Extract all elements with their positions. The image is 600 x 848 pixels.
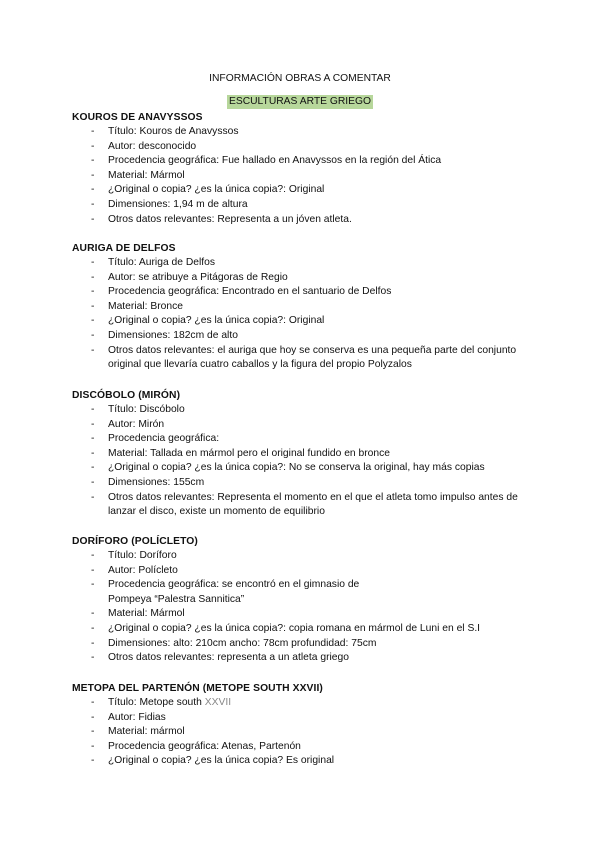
- bullet-dash: -: [91, 462, 95, 474]
- bullet-dash: -: [91, 344, 95, 356]
- detail-text: Dimensiones: 1,94 m de altura: [108, 198, 248, 210]
- detail-item: [72, 432, 542, 447]
- work-heading: METOPA DEL PARTENÓN (METOPE SOUTH XXVII): [72, 683, 323, 694]
- detail-item: [72, 140, 542, 155]
- bullet-dash: -: [91, 711, 95, 723]
- work-heading: AURIGA DE DELFOS: [72, 243, 176, 254]
- bullet-dash: -: [91, 198, 95, 210]
- bullet-dash: -: [91, 433, 95, 445]
- bullet-dash: -: [91, 579, 95, 591]
- detail-text: ¿Original o copia? ¿es la única copia? Es original: [108, 755, 335, 767]
- detail-item: [72, 740, 542, 755]
- bullet-dash: -: [91, 564, 95, 576]
- detail-text: Título: Kouros de Anavyssos: [108, 126, 239, 137]
- detail-item: [72, 314, 542, 329]
- detail-item: [72, 344, 542, 373]
- bullet-dash: -: [91, 550, 95, 561]
- bullet-dash: -: [91, 726, 95, 738]
- bullet-dash: -: [91, 637, 95, 649]
- detail-item: [72, 125, 542, 140]
- work-doriforo: [72, 535, 542, 666]
- detail-item: [72, 329, 542, 344]
- detail-item: [72, 300, 542, 315]
- bullet-dash: -: [91, 491, 95, 503]
- detail-item: [72, 637, 542, 652]
- bullet-dash: -: [91, 755, 95, 767]
- detail-text: Procedencia geográfica:: [108, 433, 220, 445]
- work-details: [72, 403, 542, 520]
- detail-item: [72, 418, 542, 433]
- work-details: [72, 256, 542, 373]
- work-heading: DISCÓBOLO (MIRÓN): [72, 390, 181, 401]
- bullet-dash: -: [91, 286, 95, 298]
- bullet-dash: -: [91, 300, 95, 312]
- document-title: INFORMACIÓN OBRAS A COMENTAR: [209, 73, 391, 84]
- detail-text: Procedencia geográfica: Atenas, Partenón: [108, 740, 301, 752]
- work-discobolo: [72, 389, 542, 520]
- detail-item: [72, 461, 542, 476]
- detail-item: [72, 725, 542, 740]
- detail-text: Material: Bronce: [108, 300, 183, 312]
- bullet-dash: -: [91, 271, 95, 283]
- detail-text: Procedencia geográfica: se encontró en el gimnasio de Pompeya “Palestra Sannitica”: [108, 579, 360, 605]
- detail-text: Título: Metope south: [108, 697, 205, 708]
- work-kouros: [72, 111, 542, 227]
- bullet-dash: -: [91, 155, 95, 167]
- bullet-dash: -: [91, 622, 95, 634]
- detail-text: Título: Doríforo: [108, 550, 177, 561]
- detail-text: Otros datos relevantes: Representa a un jóven atleta.: [108, 213, 352, 225]
- bullet-dash: -: [91, 447, 95, 459]
- detail-item: [72, 403, 542, 418]
- detail-text: ¿Original o copia? ¿es la única copia?: Original: [108, 315, 325, 327]
- detail-text: Dimensiones: alto: 210cm ancho: 78cm profundidad: 75cm: [108, 637, 377, 649]
- work-details: [72, 549, 542, 666]
- detail-text: Autor: Mirón: [108, 418, 165, 430]
- detail-text: Autor: Polícleto: [108, 564, 178, 576]
- detail-item: [72, 564, 542, 579]
- detail-text: Autor: Fidias: [108, 711, 166, 723]
- bullet-dash: -: [91, 315, 95, 327]
- work-heading: DORÍFORO (POLÍCLETO): [72, 536, 198, 547]
- detail-item: [72, 285, 542, 300]
- work-metopa: [72, 682, 542, 769]
- bullet-dash: -: [91, 213, 95, 225]
- detail-text: Otros datos relevantes: Representa el momento en el que el atleta tomo impulso antes de lanzar el disco, existe un momento de equilibrio: [108, 491, 518, 518]
- detail-text: Material: Tallada en mármol pero el original fundido en bronce: [108, 447, 390, 459]
- bullet-dash: -: [91, 140, 95, 152]
- title-suffix: XXVII: [204, 697, 232, 708]
- work-heading: KOUROS DE ANAVYSSOS: [72, 112, 203, 123]
- bullet-dash: -: [91, 329, 95, 341]
- detail-item: [72, 696, 542, 711]
- detail-text: Procedencia geográfica: Encontrado en el santuario de Delfos: [108, 286, 392, 298]
- detail-item: [72, 476, 542, 491]
- section-heading: ESCULTURAS ARTE GRIEGO: [228, 96, 372, 107]
- bullet-dash: -: [91, 169, 95, 181]
- bullet-dash: -: [91, 652, 95, 664]
- detail-item: [72, 447, 542, 462]
- bullet-dash: -: [91, 476, 95, 488]
- detail-item: [72, 651, 542, 666]
- detail-text: Material: Mármol: [108, 169, 185, 181]
- detail-item: [72, 607, 542, 622]
- detail-item: [72, 622, 542, 637]
- detail-text: Dimensiones: 155cm: [108, 476, 205, 488]
- detail-item: [72, 154, 542, 169]
- detail-text: ¿Original o copia? ¿es la única copia?: No se conserva la original, hay más copias: [108, 462, 485, 474]
- bullet-dash: -: [91, 608, 95, 620]
- detail-item: [72, 271, 542, 286]
- detail-text: Autor: se atribuye a Pitágoras de Regio: [108, 271, 288, 283]
- detail-text: Material: mármol: [108, 726, 185, 738]
- detail-text: Título: Auriga de Delfos: [108, 257, 216, 268]
- detail-item: [72, 491, 542, 520]
- work-details: [72, 125, 542, 227]
- bullet-dash: -: [91, 418, 95, 430]
- bullet-dash: -: [91, 404, 95, 415]
- work-auriga: [72, 242, 542, 373]
- detail-text: Otros datos relevantes: el auriga que hoy se conserva es una pequeña parte del conjunto original que llevaría cuatro caballos y la figura del propio Polyzalos: [108, 344, 517, 371]
- detail-item: [72, 549, 542, 564]
- detail-item: [72, 256, 542, 271]
- detail-item: [72, 169, 542, 184]
- bullet-dash: -: [91, 126, 95, 137]
- work-details: [72, 696, 542, 769]
- detail-text: ¿Original o copia? ¿es la única copia?: copia romana en mármol de Luni en el S.I: [108, 622, 481, 634]
- bullet-dash: -: [91, 697, 95, 708]
- detail-text: Material: Mármol: [108, 608, 185, 620]
- bullet-dash: -: [91, 740, 95, 752]
- detail-item: [72, 183, 542, 198]
- section-heading-wrap: [0, 95, 600, 109]
- detail-text: Procedencia geográfica: Fue hallado en Anavyssos en la región del Ática: [108, 155, 442, 167]
- detail-text: Dimensiones: 182cm de alto: [108, 329, 238, 341]
- detail-text: Otros datos relevantes: representa a un atleta griego: [108, 652, 349, 664]
- detail-item: [72, 754, 542, 769]
- detail-text: ¿Original o copia? ¿es la única copia?: Original: [108, 184, 325, 196]
- detail-text: Título: Discóbolo: [108, 404, 185, 415]
- detail-item: [72, 198, 542, 213]
- detail-text: Autor: desconocido: [108, 140, 197, 152]
- detail-item: [72, 578, 542, 607]
- bullet-dash: -: [91, 184, 95, 196]
- detail-item: [72, 711, 542, 726]
- detail-item: [72, 213, 542, 228]
- bullet-dash: -: [91, 257, 95, 268]
